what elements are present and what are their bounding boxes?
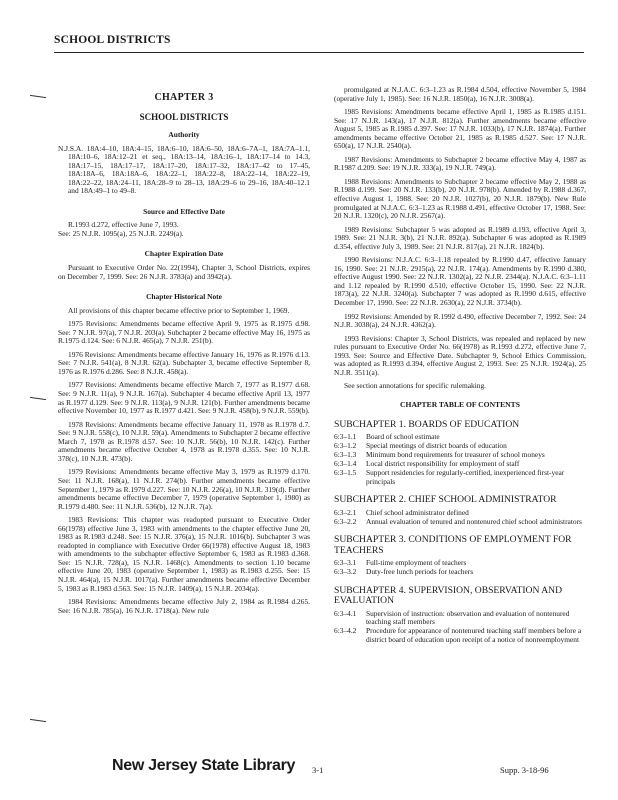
section-title: Full-time employment of teachers	[366, 558, 467, 567]
toc-entry	[334, 509, 586, 518]
section-number: 6:3–2.1	[334, 507, 357, 517]
source-text: R.1993 d.272, effective June 7, 1993. See: 25 N.J.R. 1095(a), 25 N.J.R. 2249(a).	[58, 220, 184, 238]
source-heading: Source and Effective Date	[143, 206, 225, 216]
history-paragraph: See section annotations for specific rulemaking.	[344, 381, 487, 391]
table-of-contents	[334, 420, 586, 645]
history-notes-continued	[334, 86, 586, 391]
scan-mark	[30, 95, 46, 98]
toc-entry	[334, 627, 586, 644]
subchapter-heading: SUBCHAPTER 4. SUPERVISION, OBSERVATION AND EVALUATION	[334, 584, 563, 606]
section-number: 6:3–1.2	[334, 441, 357, 450]
history-paragraph: 1979 Revisions: Amendments became effective May 3, 1979 as R.1979 d.170. See: 11 N.J.R. 168(a), 11 N.J.R. 274(b). Further amendments became effective September 1, 1979 as R.1979 d.227. See: 10 N.J.R. 226(a), 10 N.J.R. 319(d). Further amendments became effective December 7, 1979 (operative September 1, 1980) as R.1979 d.480. See: 11 N.J.R. 536(b), 12 N.J.R. 7(a).	[58, 467, 310, 511]
header-rule	[54, 52, 584, 53]
history-paragraph: 1983 Revisions: This chapter was readopted pursuant to Executive Order 66(1978) effective June 3, 1983 with amendments to the chapter effective June 20, 1983 as R.1983 d.248. See: 15 N.J.R. 376(a), 15 N.J.R. 1016(b). Subchapter 3 was readopted in compliance with Executive Order 66(1978) effective August 18, 1983 with amendments to the subchapter effective September 6, 1983 as R.1983 d.368. See: 15 N.J.R. 728(a), 15 N.J.R. 1468(c). Amendments to section 1.10 became effective June 20, 1983 (operative September 1, 1983) as R.1983 d.255. See: 15 N.J.R. 464(a), 15 N.J.R. 1017(a). Further amendments became effective December 5, 1983 as R.1983 d.563. See: 15 N.J.R. 1409(a), 15 N.J.R. 2034(a).	[58, 515, 310, 593]
section-number: 6:3–1.1	[334, 432, 357, 441]
section-title: Procedure for appearance of nontenured teaching staff members before a district board of education upon receipt of a notice of nonreemployment	[366, 626, 582, 644]
history-notes	[58, 307, 310, 616]
history-paragraph: 1984 Revisions: Amendments became effective July 2, 1984 as R.1984 d.265. See: 16 N.J.R. 785(a), 16 N.J.R. 1718(a). New rule	[58, 597, 310, 615]
scan-mark	[30, 719, 46, 722]
history-paragraph: 1988 Revisions: Amendments to Subchapter 2 became effective May 2, 1988 as R.1988 d.199. See: 20 N.J.R. 133(b), 20 N.J.R. 978(b). Amended by R.1988 d.367, effective August 1, 1988. See: 20 N.J.R. 1027(b), 20 N.J.R. 1879(b). New Rule promulgated at N.J.A.C. 6:3–1.23 as R.1988 d.491, effective October 17, 1988. See: 20 N.J.R. 1320(c), 20 N.J.R. 2567(a).	[334, 176, 586, 221]
toc-entry	[334, 518, 586, 527]
section-title: Board of school estimate	[366, 432, 440, 441]
toc-title: CHAPTER TABLE OF CONTENTS	[400, 399, 520, 409]
section-number: 6:3–3.2	[334, 567, 357, 576]
toc-entry	[334, 568, 586, 577]
history-paragraph: 1975 Revisions: Amendments became effective April 9, 1975 as R.1975 d.98. See: 7 N.J.R. 97(a), 7 N.J.R. 203(a). Subchapter 2 became effective May 16, 1975 as R.1975 d.124. See: 6 N.J.R. 465(a), 7 N.J.R. 251(b).	[58, 319, 310, 346]
section-number: 6:3–3.1	[334, 558, 357, 567]
left-column	[58, 86, 310, 620]
history-paragraph: 1978 Revisions: Amendments became effective January 11, 1978 as R.1978 d.7. See: 9 N.J.R. 558(c), 10 N.J.R. 59(a). Amendments to Subchapter 2 became effective March 7, 1978 as R.1978 d.57. See: 10 N.J.R. 56(b), 10 N.J.R. 142(c). Further amendments became effective October 4, 1978 as R.1978 d.355. See: 10 N.J.R. 378(c), 10 N.J.R. 473(b).	[58, 419, 310, 463]
history-paragraph: 1976 Revisions: Amendments became effective January 16, 1976 as R.1976 d.13. See: 7 N.J.R. 541(a), 8 N.J.R. 62(a). Subchapter 3, became effective September 8, 1976 as R.1976 d.286. See: 8 N.J.R. 458(a).	[58, 349, 310, 376]
section-title: Special meetings of district boards of education	[366, 441, 507, 450]
authority-text: N.J.S.A. 18A:4–10, 18A:4–15, 18A:6–10, 18A:6–50, 18A:6–7A–1, 18A:7A–1.1, 18A:10–6, 18A:12–21 et seq., 18A:13–14, 18A:16–1, 18A:17–14 to 14.3, 18A:17–15, 18A:17–17, 18A:17–20, 18A:17–32, 18A:17–42 to 17–45, 18A:18A–6, 18A:18A–6, 18A:22–1, 18A:22–8, 18A:22–14, 18A:22–19, 18A:22–22, 18A:24–11, 18A:28–9 to 28–13, 18A:29–6 to 29–16, 18A:40–12.1 and 18A:49–1 to 49–8.	[58, 143, 310, 196]
supplement-date: Supp. 3-18-96	[500, 765, 549, 775]
running-head: SCHOOL DISTRICTS	[54, 34, 171, 46]
section-title: Duty-free lunch periods for teachers	[366, 567, 474, 576]
expiration-text: Pursuant to Executive Order No. 22(1994), Chapter 3, School Districts, expires on December 7, 1999. See: 26 N.J.R. 3783(a) and 3942(a).	[58, 263, 310, 281]
history-paragraph: 1989 Revisions: Subchapter 5 was adopted as R.1989 d.193, effective April 3, 1989. See: 21 N.J.R. 3(b), 21 N.J.R. 892(a). Subchapter 6 was adopted as R.1989 d.354, effective July 3, 1989. See: 21 N.J.R. 817(a), 21 N.J.R. 1824(b).	[334, 224, 586, 251]
chapter-title: SCHOOL DISTRICTS	[139, 112, 229, 122]
subchapter-heading: SUBCHAPTER 1. BOARDS OF EDUCATION	[334, 418, 520, 430]
section-number: 6:3–1.3	[334, 450, 357, 459]
toc-entry	[334, 469, 586, 486]
right-column	[334, 86, 586, 645]
history-paragraph: 1993 Revisions: Chapter 3, School Districts, was repealed and replaced by new rules pursuant to Executive Order No. 66(1978) as R.1993 d.272, effective June 7, 1993. See: Source and Effective Date. Subchapter 9, School Ethics Commission, was adopted as R.1993 d.394, effective August 2, 1993. See: 25 N.J.R. 1924(a), 25 N.J.R. 3511(a).	[334, 333, 586, 377]
history-paragraph: 1987 Revisions: Amendments to Subchapter 2 became effective May 4, 1987 as R.1987 d.209. See: 19 N.J.R. 333(a), 19 N.J.R. 749(a).	[334, 154, 586, 173]
history-heading: Chapter Historical Note	[146, 292, 222, 302]
section-title: Support residencies for regularly-certified, inexperienced first-year principals	[366, 468, 565, 486]
section-title: Minimum bond requirements for treasurer of school moneys	[366, 450, 545, 459]
section-number: 6:3–4.2	[334, 626, 357, 635]
history-paragraph: All provisions of this chapter became effective prior to September 1, 1969.	[68, 305, 290, 315]
history-paragraph: 1990 Revisions: N.J.A.C. 6:3–1.18 repealed by R.1990 d.47, effective January 16, 1990. See: 21 N.J.R. 2915(a), 22 N.J.R. 174(a). Amendments by R.1990 d.380, effective August 1990. See: 22 N.J.R. 1302(a), 22 N.J.R. 2344(a). N.J.A.C. 6:3–1.11 and 1.12 repealed by R.1990 d.510, effective October 15, 1990. See: 22 N.J.R. 1873(a), 22 N.J.R. 3240(a). Subchapter 7 was adopted as R.1990 d.615, effective December 17, 1990. See: 22 N.J.R. 2630(a), 22 N.J.R. 3734(b).	[334, 255, 586, 308]
history-paragraph: 1977 Revisions: Amendments became effective March 7, 1977 as R.1977 d.68. See: 9 N.J.R. 11(a), 9 N.J.R. 167(a). Subchapter 4 became effective April 13, 1977 as R.1977 d.129. See: 9 N.J.R. 113(a), 9 N.J.R. 121(b). Further amendments became effective November 10, 1977 as R.1977 d.421. See: 9 N.J.R. 458(b), 9 N.J.R. 559(b).	[58, 380, 310, 416]
scan-mark	[30, 397, 46, 400]
history-paragraph: promulgated at N.J.A.C. 6:3–1.23 as R.1984 d.504, effective November 5, 1984 (operative July 1, 1985). See: 16 N.J.R. 1850(a), 16 N.J.R. 3008(a).	[334, 85, 586, 103]
toc-entry	[334, 610, 586, 627]
section-number: 6:3–1.5	[334, 468, 357, 477]
section-title: Chief school administrator defined	[366, 507, 469, 517]
section-title: Annual evaluation of tenured and nontenured chief school administrators	[366, 516, 582, 526]
subchapter-heading: SUBCHAPTER 2. CHIEF SCHOOL ADMINISTRATOR	[334, 494, 557, 505]
history-paragraph: 1992 Revisions: Amended by R.1992 d.490, effective December 7, 1992. See: 24 N.J.R. 3038(a), 24 N.J.R. 4362(a).	[334, 311, 586, 330]
section-title: Local district responsibility for employment of staff	[366, 459, 520, 468]
section-number: 6:3–4.1	[334, 608, 357, 618]
section-title: Supervision of instruction: observation and evaluation of nontenured teaching staff members	[366, 608, 570, 626]
chapter-label: CHAPTER 3	[154, 92, 214, 103]
library-stamp: New Jersey State Library	[112, 757, 296, 774]
section-number: 6:3–1.4	[334, 459, 357, 468]
page-number: 3-1	[312, 765, 324, 775]
history-paragraph: 1985 Revisions: Amendments became effective April 1, 1985 as R.1985 d.151. See: 17 N.J.R. 143(a), 17 N.J.R. 812(a). Further amendments became effective August 5, 1985 as R.1985 d.397. See: 17 N.J.R. 1033(b), 17 N.J.R. 1874(a). Further amendments became effective October 21, 1985 as R.1985 d.527. See: 17 N.J.R. 650(a), 17 N.J.R. 2540(a).	[334, 107, 586, 151]
subchapter-heading: SUBCHAPTER 3. CONDITIONS OF EMPLOYMENT FOR TEACHERS	[334, 534, 572, 556]
expiration-heading: Chapter Expiration Date	[144, 249, 224, 259]
section-number: 6:3–2.2	[334, 516, 357, 526]
authority-heading: Authority	[168, 130, 200, 139]
